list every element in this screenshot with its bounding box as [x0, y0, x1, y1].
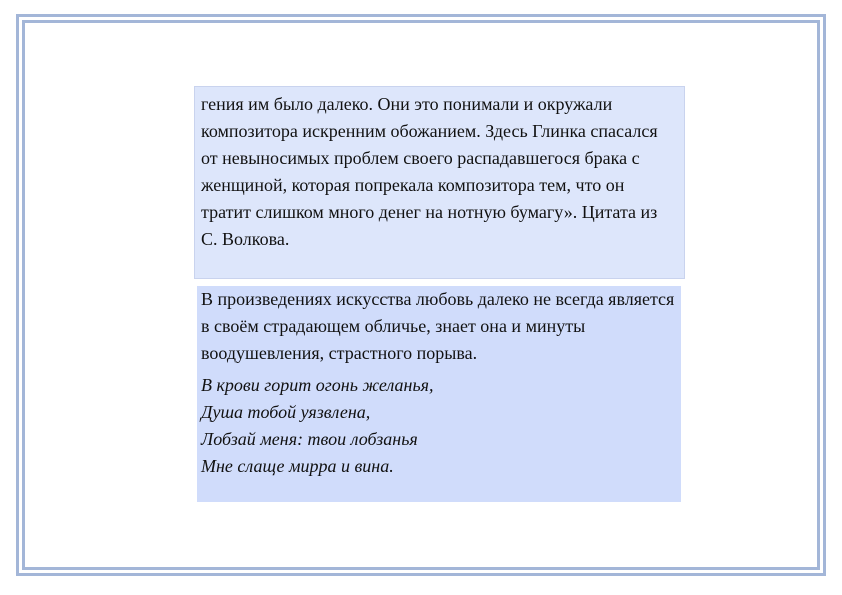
verse-line-4: Мне слаще мирра и вина. — [201, 456, 394, 476]
poem-verse — [201, 372, 677, 480]
quote-paragraph: гения им было далеко. Они это понимали и окружали композитора искренним обожанием. Здесь Глинка спасался от невыносимых проблем своего распадавшегося брака с женщиной, которая попрекала композитора тем, что он тратит слишком много денег на нотную бумагу». Цитата из С. Волкова. — [201, 94, 658, 249]
quote-text-box — [194, 86, 685, 279]
verse-line-1: В крови горит огонь желанья, — [201, 375, 434, 395]
verse-line-2: Душа тобой уязвлена, — [201, 402, 371, 422]
poem-text-box — [197, 286, 681, 502]
intro-paragraph: В произведениях искусства любовь далеко не всегда является в своём страдающем обличье, знает она и минуты воодушевления, страстного порыва. — [201, 289, 675, 363]
verse-line-3: Лобзай меня: твои лобзанья — [201, 429, 418, 449]
